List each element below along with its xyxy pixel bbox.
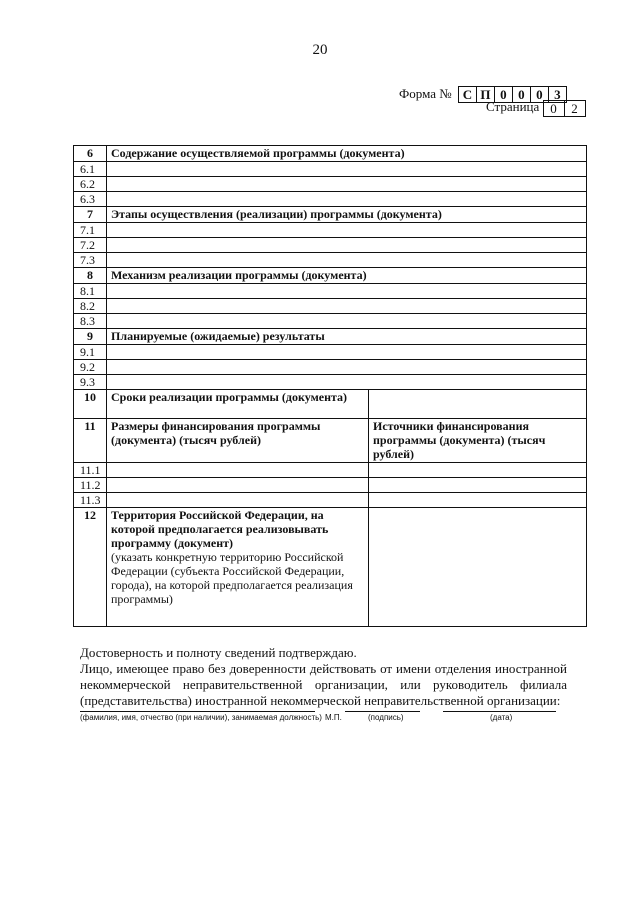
row-number: 11.2 bbox=[74, 478, 107, 493]
name-signature-line bbox=[80, 711, 315, 712]
section-row bbox=[74, 268, 587, 284]
page-code-char: 0 bbox=[550, 100, 557, 116]
territory-hint: (указать конкретную территорию Российской Федерации (субъекта Российской Федерации, города), на которой предполагается реализация программы) bbox=[111, 550, 353, 606]
row-number: 10 bbox=[74, 390, 107, 419]
section-row bbox=[74, 508, 587, 627]
section-row bbox=[74, 419, 587, 463]
row-number: 9 bbox=[74, 329, 107, 345]
sub-row bbox=[74, 162, 587, 177]
entry-field[interactable] bbox=[369, 493, 587, 508]
row-number: 9.2 bbox=[74, 360, 107, 375]
confirmation-text: Достоверность и полноту сведений подтверждаю. bbox=[80, 645, 357, 660]
row-number: 11.1 bbox=[74, 463, 107, 478]
sub-row bbox=[74, 238, 587, 253]
signature-line bbox=[345, 711, 420, 712]
section-row bbox=[74, 329, 587, 345]
row-number: 12 bbox=[74, 508, 107, 627]
section-row bbox=[74, 207, 587, 223]
entry-field[interactable] bbox=[369, 390, 587, 419]
entry-field[interactable] bbox=[107, 493, 369, 508]
page-number: 20 bbox=[312, 42, 328, 58]
page-code bbox=[486, 99, 586, 117]
row-number: 8.1 bbox=[74, 284, 107, 299]
section-title: Сроки реализации программы (документа) bbox=[107, 390, 369, 419]
row-number: 6 bbox=[74, 146, 107, 162]
row-number: 11 bbox=[74, 419, 107, 463]
row-number: 6.3 bbox=[74, 192, 107, 207]
form-number-label: Форма № bbox=[399, 86, 452, 102]
entry-field[interactable] bbox=[107, 238, 587, 253]
section-title: Размеры финансирования программы (документа) (тысяч рублей) bbox=[107, 419, 369, 463]
form-code-char: 3 bbox=[548, 87, 566, 102]
sub-row bbox=[74, 314, 587, 329]
row-number: 8.2 bbox=[74, 299, 107, 314]
sub-row bbox=[74, 493, 587, 508]
sub-row bbox=[74, 360, 587, 375]
date-caption: (дата) bbox=[490, 713, 513, 722]
entry-field[interactable] bbox=[107, 478, 369, 493]
row-number: 7.2 bbox=[74, 238, 107, 253]
row-number: 8.3 bbox=[74, 314, 107, 329]
row-number: 7 bbox=[74, 207, 107, 223]
row-number: 7.3 bbox=[74, 253, 107, 268]
entry-field[interactable] bbox=[369, 508, 587, 627]
entry-field[interactable] bbox=[107, 360, 587, 375]
program-table bbox=[73, 145, 587, 627]
page-code-label: Страница bbox=[486, 99, 540, 114]
row-number: 6.2 bbox=[74, 177, 107, 192]
name-signature-caption: (фамилия, имя, отчество (при наличии), занимаемая должность) bbox=[80, 713, 322, 722]
section-title: Этапы осуществления (реализации) программы (документа) bbox=[107, 207, 587, 223]
entry-field[interactable] bbox=[107, 345, 587, 360]
sub-row bbox=[74, 223, 587, 238]
territory-title: Территория Российской Федерации, на которой предполагается реализовывать программу (документ) bbox=[111, 508, 329, 550]
form-code-char: 0 bbox=[494, 87, 512, 102]
sub-row bbox=[74, 253, 587, 268]
row-number: 6.1 bbox=[74, 162, 107, 177]
authorized-person-text: Лицо, имеющее право без доверенности действовать от имени отделения иностранной некоммерческой неправительственной организации, или руководитель филиала (представительства) иностранной некоммерческой неправительственной организации: bbox=[80, 661, 567, 708]
sub-row bbox=[74, 463, 587, 478]
entry-field[interactable] bbox=[107, 192, 587, 207]
entry-field[interactable] bbox=[107, 253, 587, 268]
entry-field[interactable] bbox=[369, 463, 587, 478]
sub-row bbox=[74, 375, 587, 390]
row-number: 7.1 bbox=[74, 223, 107, 238]
section-title bbox=[107, 508, 369, 627]
date-line bbox=[443, 711, 556, 712]
row-number: 11.3 bbox=[74, 493, 107, 508]
section-row bbox=[74, 146, 587, 162]
section-title: Содержание осуществляемой программы (документа) bbox=[107, 146, 587, 162]
form-code-char: П bbox=[476, 87, 494, 102]
sub-row bbox=[74, 345, 587, 360]
entry-field[interactable] bbox=[107, 223, 587, 238]
sub-row bbox=[74, 177, 587, 192]
sub-row bbox=[74, 478, 587, 493]
signature-caption: (подпись) bbox=[368, 713, 404, 722]
row-number: 8 bbox=[74, 268, 107, 284]
entry-field[interactable] bbox=[107, 463, 369, 478]
entry-field[interactable] bbox=[107, 314, 587, 329]
form-code-char: 0 bbox=[530, 87, 548, 102]
sub-row bbox=[74, 192, 587, 207]
page-code-boxes bbox=[543, 100, 586, 117]
page-code-char: 2 bbox=[564, 101, 585, 116]
row-number: 9.3 bbox=[74, 375, 107, 390]
seal-caption: М.П. bbox=[325, 713, 342, 722]
entry-field[interactable] bbox=[369, 478, 587, 493]
entry-field[interactable] bbox=[107, 299, 587, 314]
section-row bbox=[74, 390, 587, 419]
sub-row bbox=[74, 299, 587, 314]
section-title: Механизм реализации программы (документа) bbox=[107, 268, 587, 284]
entry-field[interactable] bbox=[107, 375, 587, 390]
section-title: Планируемые (ожидаемые) результаты bbox=[107, 329, 587, 345]
sub-row bbox=[74, 284, 587, 299]
row-number: 9.1 bbox=[74, 345, 107, 360]
entry-field[interactable] bbox=[107, 162, 587, 177]
entry-field[interactable] bbox=[107, 177, 587, 192]
section-title: Источники финансирования программы (документа) (тысяч рублей) bbox=[369, 419, 587, 463]
form-code-char: С bbox=[462, 86, 473, 102]
entry-field[interactable] bbox=[107, 284, 587, 299]
form-code-char: 0 bbox=[512, 87, 530, 102]
